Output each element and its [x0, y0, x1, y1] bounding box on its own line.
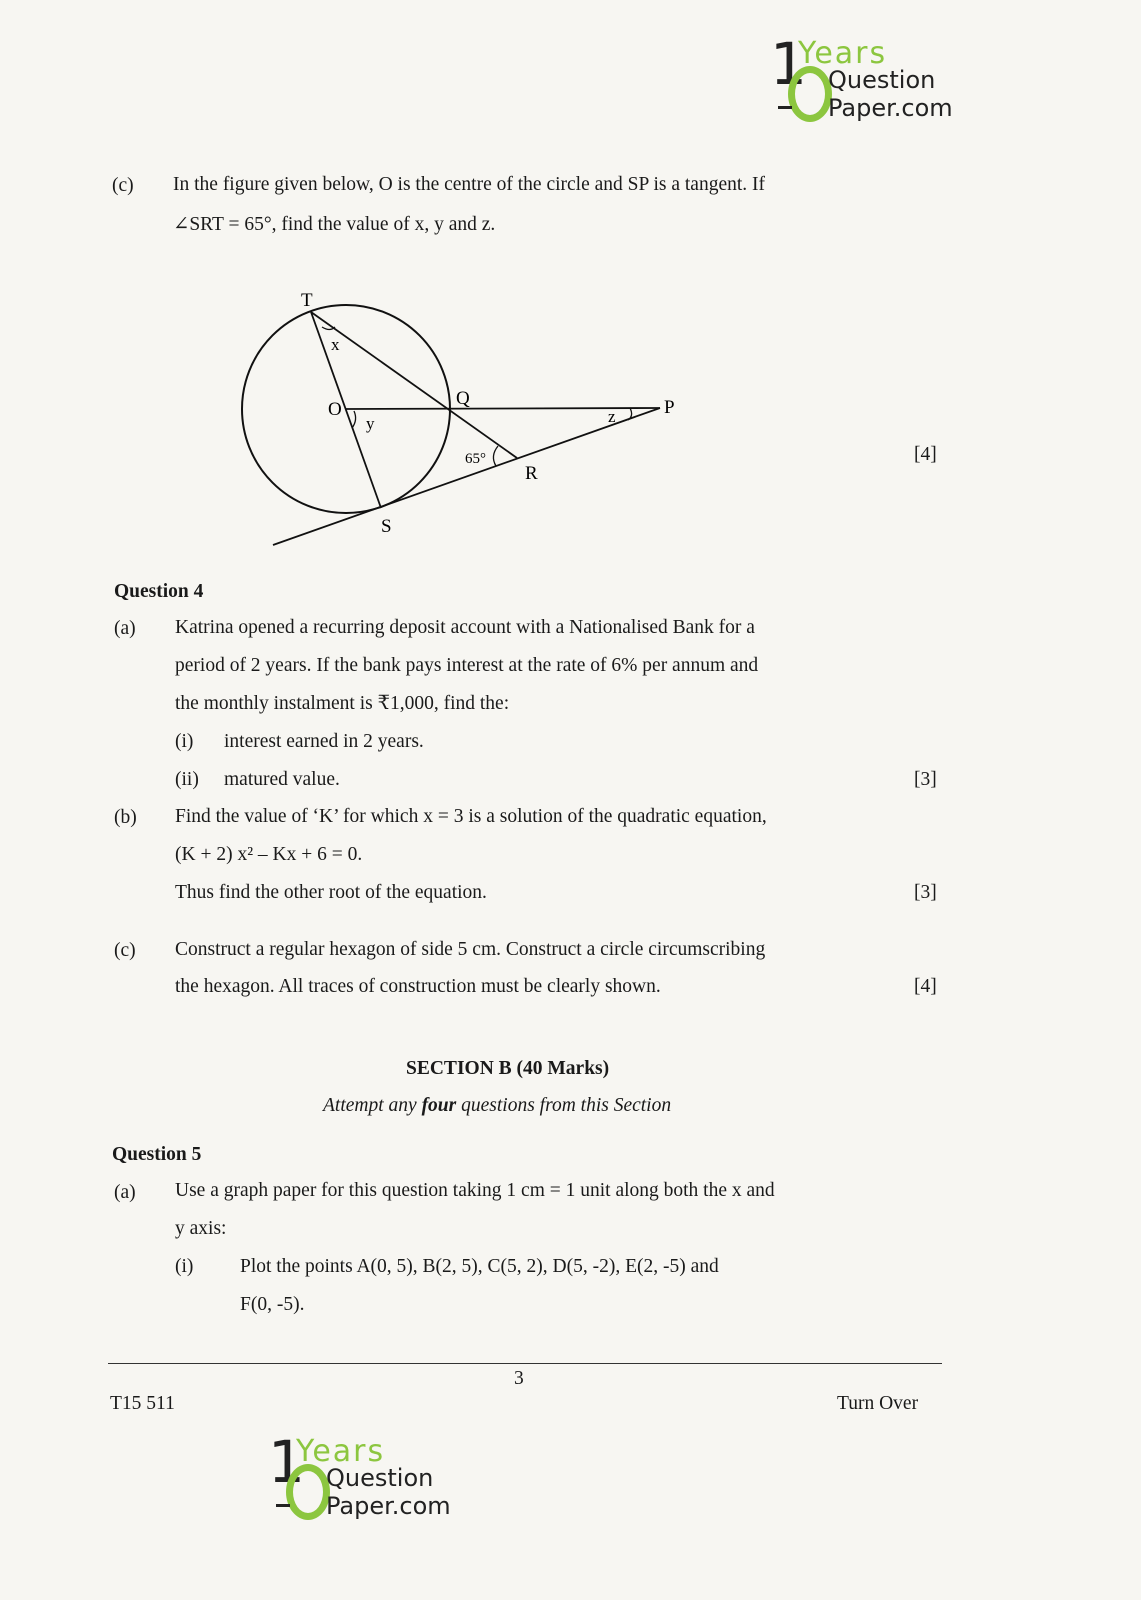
figure-label-x: x: [331, 335, 340, 354]
logo-top: [770, 30, 970, 126]
figure-line-TR: [311, 312, 517, 458]
figure-label-z: z: [608, 407, 616, 426]
logo-paper: Paper.com: [326, 1492, 451, 1520]
q4a-line3: the monthly instalment is ₹1,000, find the:: [175, 693, 510, 714]
section-b-subtitle-post: questions from this Section: [456, 1095, 672, 1116]
q5a-i-line1: Plot the points A(0, 5), B(2, 5), C(5, 2), D(5, -2), E(2, -5) and: [240, 1256, 719, 1277]
paper-code: T15 511: [110, 1393, 175, 1414]
q4a-i-label: (i): [175, 731, 194, 752]
logo-digit-one: 1: [770, 30, 807, 98]
q4b-line3: Thus find the other root of the equation.: [175, 882, 487, 903]
figure-line-TS: [311, 312, 381, 508]
figure-label-T: T: [301, 290, 313, 311]
q4-heading: Question 4: [114, 581, 204, 602]
q5a-line1: Use a graph paper for this question taking 1 cm = 1 unit along both the x and: [175, 1180, 775, 1201]
logo-question: Question: [828, 66, 936, 94]
logo-dash: [276, 1504, 290, 1507]
logo-paper: Paper.com: [828, 94, 953, 122]
section-b-title: SECTION B (40 Marks): [406, 1058, 610, 1079]
q4a-ii-label: (ii): [175, 769, 199, 790]
logo-question: Question: [326, 1464, 434, 1492]
footer-rule: [108, 1363, 942, 1364]
q5-heading: Question 5: [112, 1144, 202, 1165]
q3c-line1: In the figure given below, O is the centre of the circle and SP is a tangent. If: [173, 174, 766, 195]
q4a-marks: [3]: [914, 769, 937, 790]
q4a-i-text: interest earned in 2 years.: [224, 731, 424, 752]
q4a-line2: period of 2 years. If the bank pays interest at the rate of 6% per annum and: [175, 655, 759, 676]
figure-label-R: R: [525, 463, 538, 484]
q5a-line2: y axis:: [175, 1218, 227, 1239]
q4c-label: (c): [114, 940, 136, 961]
circle-tangent-figure: [230, 280, 690, 560]
logo-years: Years: [296, 1434, 386, 1469]
turn-over: Turn Over: [837, 1393, 919, 1414]
logo-years: Years: [798, 36, 888, 71]
q4a-label: (a): [114, 618, 136, 639]
figure-tangent-line: [273, 408, 660, 545]
q3c-marks: [4]: [914, 444, 937, 465]
q5a-i-line2: F(0, -5).: [240, 1294, 305, 1315]
section-b-subtitle-pre: Attempt any: [323, 1095, 422, 1116]
q4c-line2: the hexagon. All traces of construction must be clearly shown.: [175, 976, 661, 997]
q4c-marks: [4]: [914, 976, 937, 997]
q4b-line2: (K + 2) x² – Kx + 6 = 0.: [175, 844, 363, 865]
figure-label-P: P: [664, 397, 675, 418]
logo-zero-ring: [286, 1464, 330, 1520]
q4b-label: (b): [114, 807, 137, 828]
logo-bottom: [268, 1428, 468, 1524]
q4c-line1: Construct a regular hexagon of side 5 cm. Construct a circle circumscribing: [175, 939, 766, 960]
figure-label-65: 65°: [465, 451, 486, 467]
q5a-label: (a): [114, 1182, 136, 1203]
q3c-line2: ∠SRT = 65°, find the value of x, y and z.: [173, 214, 496, 235]
page-number: 3: [514, 1368, 524, 1389]
section-b-subtitle-bold: four: [421, 1095, 457, 1116]
figure-angle-65-arc: [493, 446, 498, 466]
logo-digit-one: 1: [268, 1428, 305, 1496]
q3c-label: (c): [112, 175, 134, 196]
q4a-ii-text: matured value.: [224, 769, 340, 790]
q4a-line1: Katrina opened a recurring deposit account with a Nationalised Bank for a: [175, 617, 755, 638]
q4b-line1: Find the value of ‘K’ for which x = 3 is a solution of the quadratic equation,: [175, 806, 767, 827]
logo-zero-ring: [788, 66, 832, 122]
q4b-marks: [3]: [914, 882, 937, 903]
figure-label-O: O: [328, 399, 342, 420]
figure-angle-y-arc: [352, 411, 356, 428]
figure-label-y: y: [366, 414, 375, 433]
figure-label-Q: Q: [456, 388, 470, 409]
section-b-subtitle: [323, 1094, 671, 1118]
q5a-i-label: (i): [175, 1256, 194, 1277]
logo-dash: [778, 106, 792, 109]
figure-label-S: S: [381, 516, 392, 537]
